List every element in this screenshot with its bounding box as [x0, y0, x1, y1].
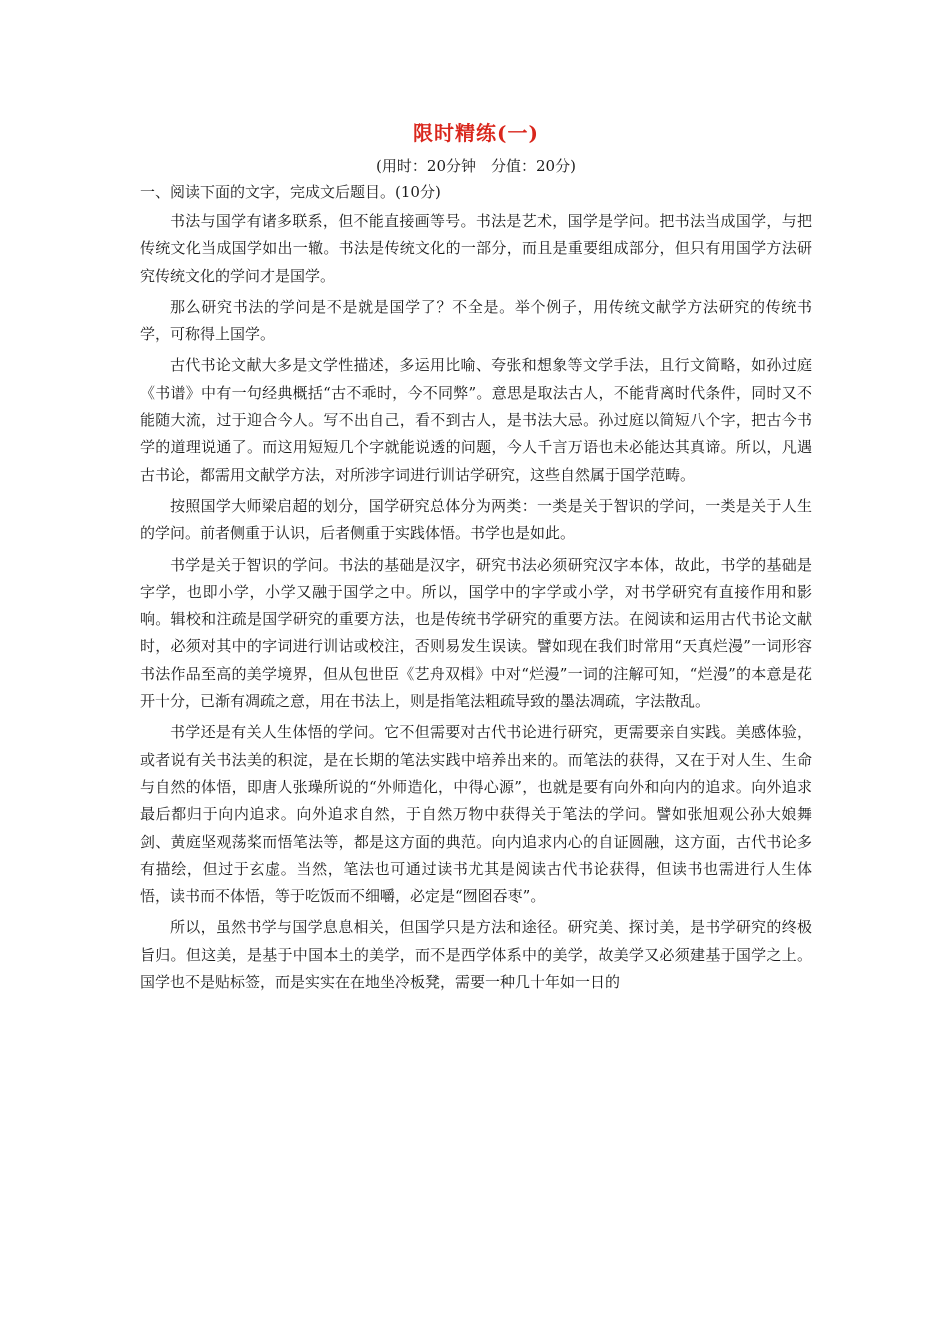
paragraph-1: 书法与国学有诸多联系，但不能直接画等号。书法是艺术，国学是学问。把书法当成国学，与把传统文化当成国学如出一辙。书法是传统文化的一部分，而且是重要组成部分，但只有用国学方法研究传统文化的学问才是国学。 [140, 212, 812, 285]
paragraph-2: 那么研究书法的学问是不是就是国学了？不全是。举个例子，用传统文献学方法研究的传统书学，可称得上国学。 [140, 297, 812, 344]
paragraph-6: 书学还是有关人生体悟的学问。它不但需要对古代书论进行研究，更需要亲自实践。美感体验，或者说有关书法美的积淀，是在长期的笔法实践中培养出来的。而笔法的获得，又在于对人生、生命与自然的体悟，即唐人张璪所说的“外师造化，中得心源”，也就是要有向外和向内的追求。向外追求最后都归于向内追求。向外追求自然，于自然万物中获得关于笔法的学问。譬如张旭观公孙大娘舞剑、黄庭坚观荡桨而悟笔法等，都是这方面的典范。向内追求内心的自证圆融，这方面，古代书论多有描绘，但过于玄虚。当然，笔法也可通过读书尤其是阅读古代书论获得，但读书也需进行人生体悟，读书而不体悟，等于吃饭而不细嚼，必定是“囫囵吞枣”。 [140, 723, 812, 906]
time-score-info: (用时：20分钟 分值：20分) [376, 157, 576, 175]
document-page [140, 118, 812, 996]
paragraph-3: 古代书论文献大多是文学性描述，多运用比喻、夸张和想象等文学手法，且行文简略，如孙过庭《书谱》中有一句经典概括“古不乖时，今不同弊”。意思是取法古人，不能背离时代条件，同时又不能随大流，过于迎合今人。写不出自己，看不到古人，是书法大忌。孙过庭以简短八个字，把古今书学的道理说通了。而这用短短几个字就能说透的问题，今人千言万语也未必能达其真谛。所以，凡遇古书论，都需用文献学方法，对所涉字词进行训诂学研究，这些自然属于国学范畴。 [140, 356, 812, 484]
paragraph-4: 按照国学大师梁启超的划分，国学研究总体分为两类：一类是关于智识的学问，一类是关于人生的学问。前者侧重于认识，后者侧重于实践体悟。书学也是如此。 [140, 496, 812, 543]
section-heading: 一、阅读下面的文字，完成文后题目。(10分) [140, 183, 441, 201]
paragraph-7: 所以，虽然书学与国学息息相关，但国学只是方法和途径。研究美、探讨美，是书学研究的终极旨归。但这美，是基于中国本土的美学，而不是西学体系中的美学，故美学又必须建基于国学之上。国学也不是贴标签，而是实实在在地坐冷板凳，需要一种几十年如一日的 [140, 918, 812, 992]
page-title: 限时精练(一) [413, 121, 539, 145]
paragraph-5: 书学是关于智识的学问。书法的基础是汉字，研究书法必须研究汉字本体，故此，书学的基础是字学，也即小学，小学又融于国学之中。所以，国学中的字学或小学，对书学研究有直接作用和影响。辑校和注疏是国学研究的重要方法，也是传统书学研究的重要方法。在阅读和运用古代书论文献时，必须对其中的字词进行训诂或校注，否则易发生误读。譬如现在我们时常用“天真烂漫”一词形容书法作品至高的美学境界，但从包世臣《艺舟双楫》中对“烂漫”一词的注解可知，“烂漫”的本意是花开十分，已渐有凋疏之意，用在书法上，则是指笔法粗疏导致的墨法凋疏，字法散乱。 [140, 555, 812, 711]
